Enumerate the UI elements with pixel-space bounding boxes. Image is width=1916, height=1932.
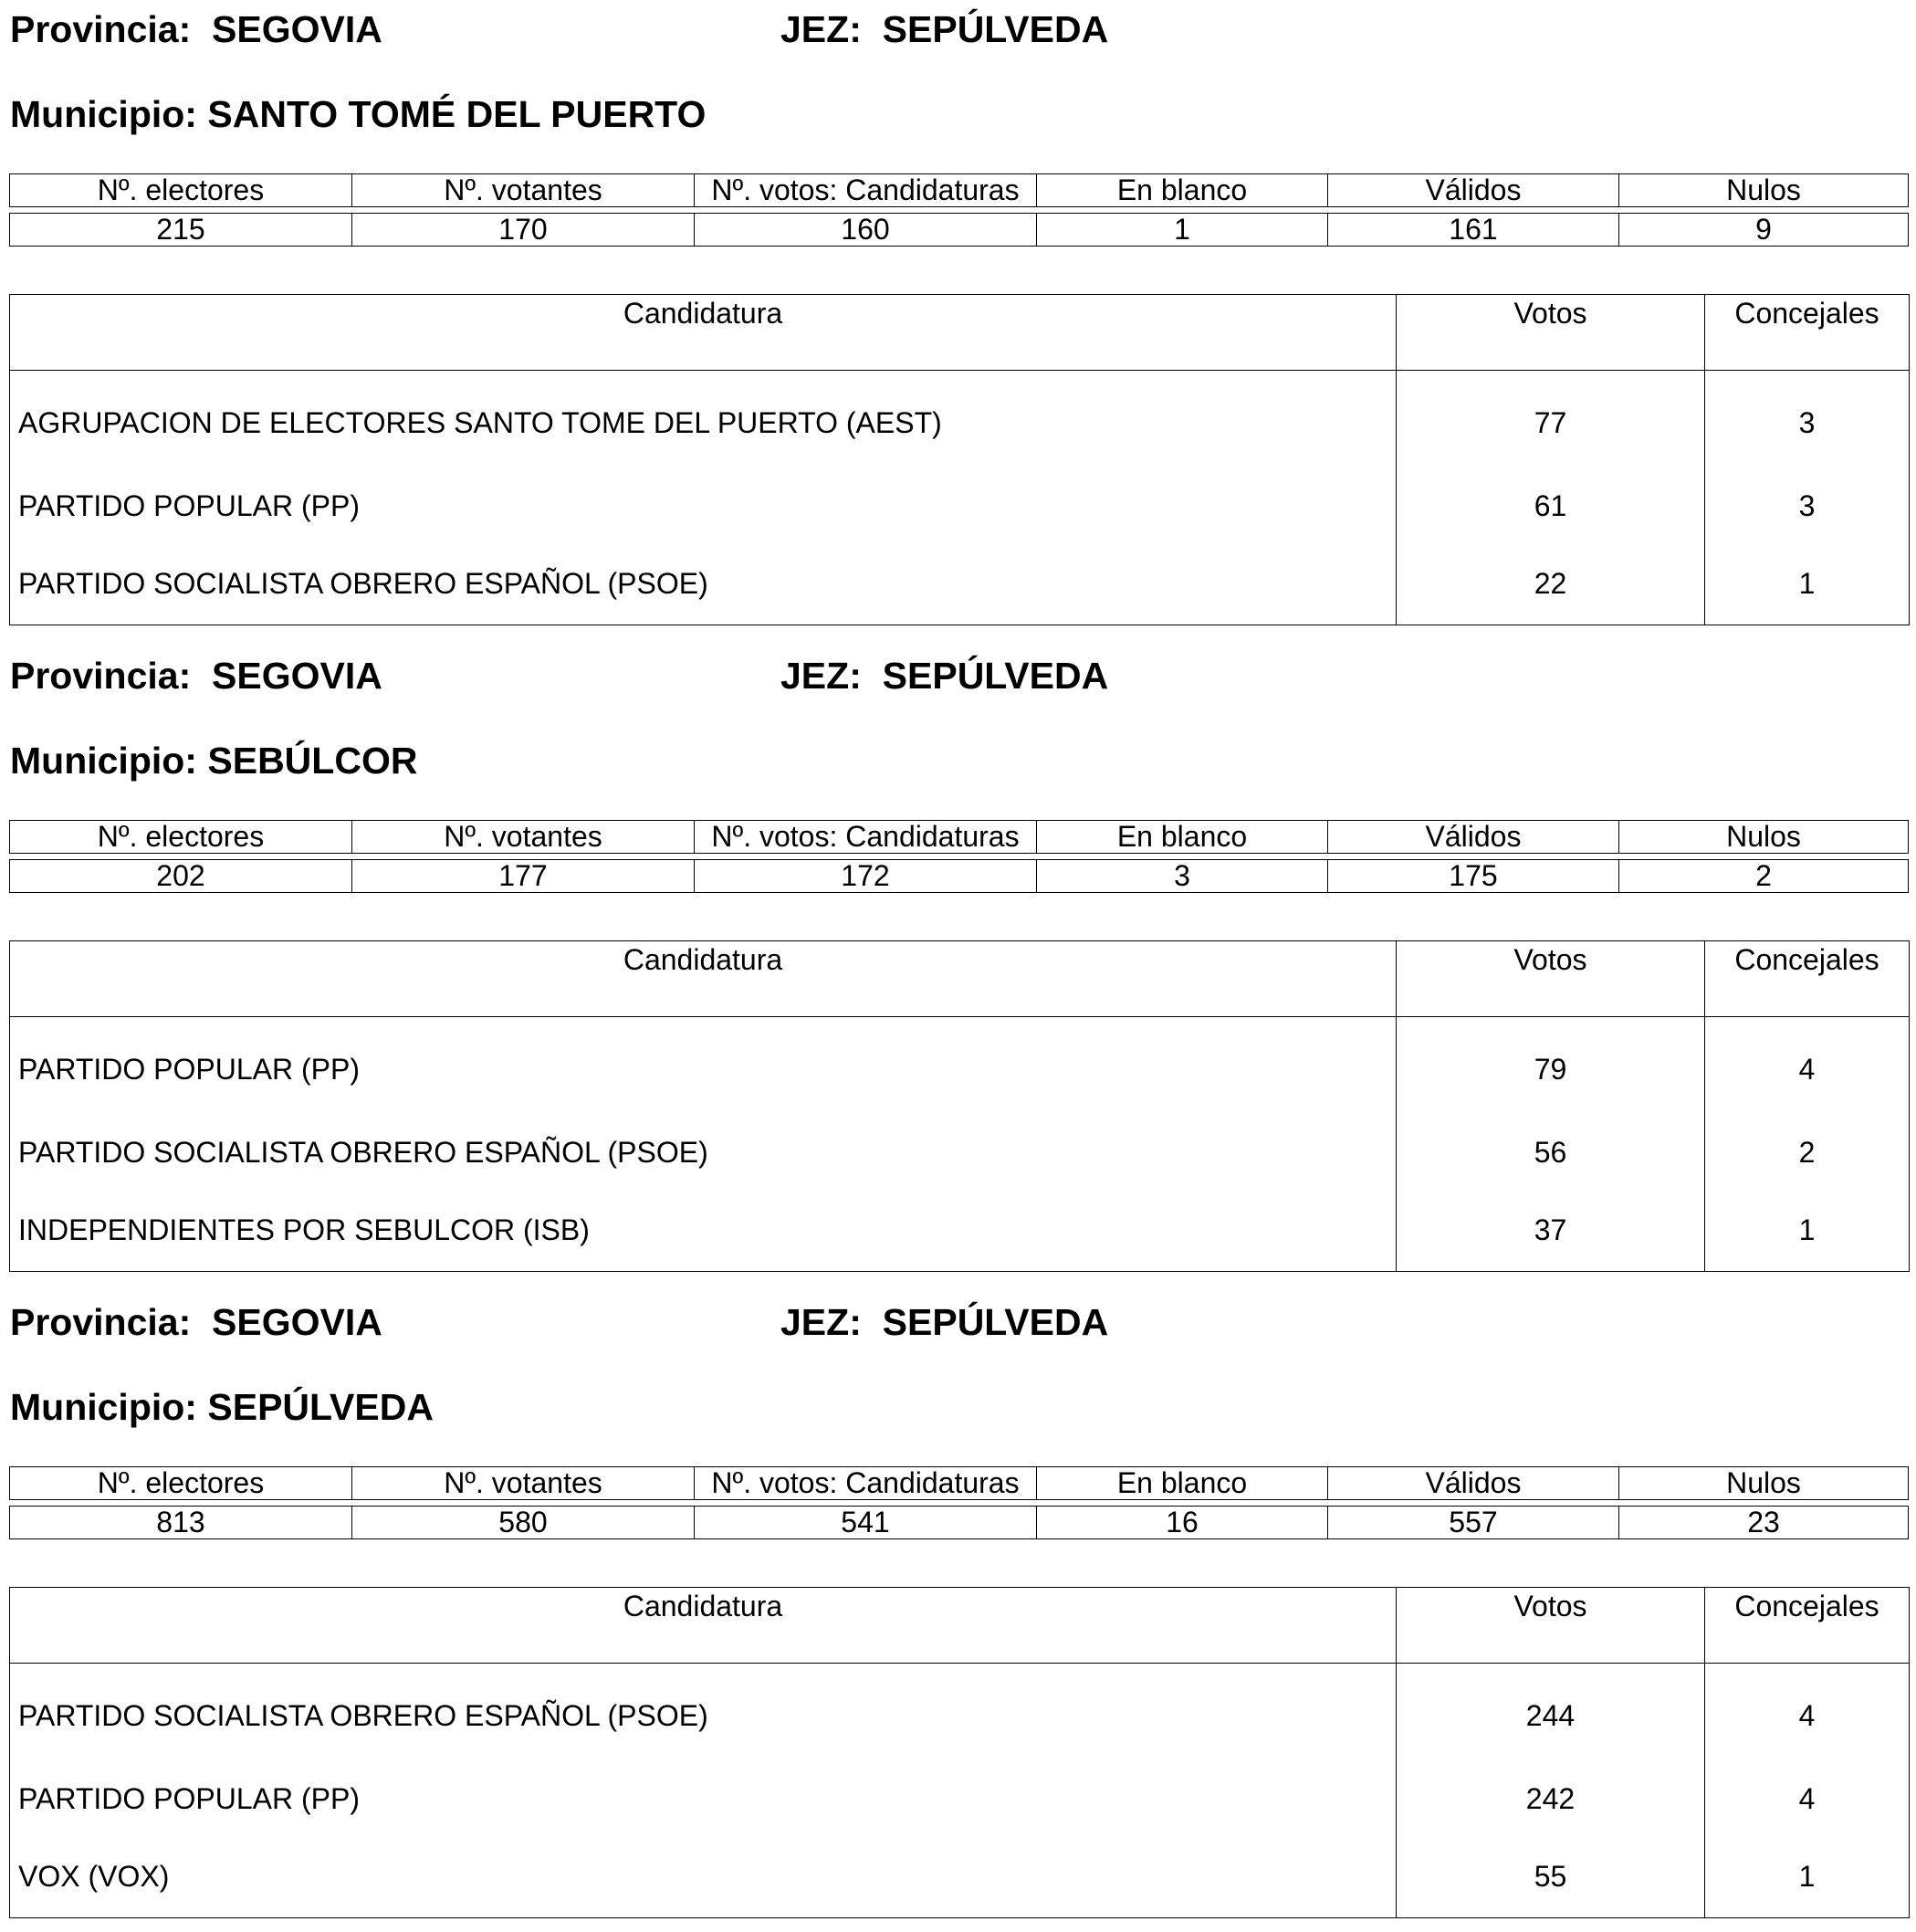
candidaturas-table — [9, 940, 1910, 1272]
concejales-value: 1 — [1705, 1838, 1910, 1918]
concejales-value: 4 — [1705, 1759, 1910, 1838]
candidatura-name: PARTIDO POPULAR (PP) — [18, 1782, 360, 1815]
stats-header-cell: Nulos — [1618, 173, 1909, 207]
jez-heading — [780, 655, 1108, 697]
jez-label: JEZ: — [780, 8, 862, 50]
stats-header-cell: En blanco — [1036, 173, 1327, 207]
provincia-label: Provincia: — [10, 1301, 192, 1343]
candidaturas-header-row — [10, 295, 1910, 371]
municipio-heading — [10, 93, 706, 135]
votos-value: 242 — [1397, 1759, 1705, 1838]
stats-value-votos-candidaturas: 172 — [694, 859, 1036, 893]
table-row — [10, 1113, 1910, 1192]
provincia-value: SEGOVIA — [212, 8, 382, 50]
municipality-section — [0, 1293, 1916, 1932]
stats-value-votos-candidaturas: 160 — [694, 213, 1036, 247]
provincia-value: SEGOVIA — [212, 655, 382, 697]
provincia-label: Provincia: — [10, 8, 192, 50]
stats-header-row — [9, 1466, 1909, 1500]
candidaturas-table — [9, 1587, 1910, 1918]
candidatura-name: AGRUPACION DE ELECTORES SANTO TOME DEL PUERTO (AEST) — [18, 405, 942, 439]
stats-header-row — [9, 173, 1909, 207]
table-row — [10, 1838, 1910, 1918]
stats-value-votantes: 177 — [351, 859, 694, 893]
municipality-section — [0, 0, 1916, 639]
table-row — [10, 545, 1910, 625]
concejales-value: 4 — [1705, 1664, 1910, 1760]
municipio-value: SANTO TOMÉ DEL PUERTO — [207, 93, 707, 135]
concejales-header: Concejales — [1705, 1588, 1910, 1664]
votos-value: 37 — [1397, 1192, 1705, 1272]
candidatura-header: Candidatura — [10, 1588, 1397, 1664]
concejales-header: Concejales — [1705, 941, 1910, 1017]
stats-value-validos: 161 — [1327, 213, 1618, 247]
stats-value-nulos: 2 — [1618, 859, 1909, 893]
candidatura-name: PARTIDO SOCIALISTA OBRERO ESPAÑOL (PSOE) — [18, 1136, 708, 1169]
concejales-value: 3 — [1705, 371, 1910, 467]
votos-value: 55 — [1397, 1838, 1705, 1918]
stats-header-cell: Nº. votantes — [351, 820, 694, 854]
stats-value-votantes: 580 — [351, 1506, 694, 1539]
stats-value-en-blanco: 16 — [1036, 1506, 1327, 1539]
stats-value-en-blanco: 3 — [1036, 859, 1327, 893]
table-row — [10, 1664, 1910, 1760]
concejales-header: Concejales — [1705, 295, 1910, 371]
candidatura-name: PARTIDO SOCIALISTA OBRERO ESPAÑOL (PSOE) — [18, 1698, 708, 1732]
stats-table — [9, 1461, 1909, 1545]
stats-header-cell: Nº. votantes — [351, 1466, 694, 1500]
stats-header-cell: Nº. electores — [9, 1466, 351, 1500]
votos-value: 244 — [1397, 1664, 1705, 1760]
candidatura-name: VOX (VOX) — [18, 1859, 170, 1893]
concejales-value: 1 — [1705, 1192, 1910, 1272]
stats-value-electores: 813 — [9, 1506, 351, 1539]
candidaturas-header-row — [10, 1588, 1910, 1664]
table-row — [10, 1017, 1910, 1114]
jez-value: SEPÚLVEDA — [882, 1301, 1109, 1343]
stats-header-cell: Nº. votos: Candidaturas — [694, 1466, 1036, 1500]
stats-header-cell: Nulos — [1618, 820, 1909, 854]
candidaturas-header-row — [10, 941, 1910, 1017]
municipio-value: SEBÚLCOR — [207, 740, 418, 782]
jez-label: JEZ: — [780, 1301, 862, 1343]
stats-header-cell: Nº. electores — [9, 820, 351, 854]
stats-header-cell: Válidos — [1327, 173, 1618, 207]
provincia-heading — [10, 655, 382, 697]
stats-value-en-blanco: 1 — [1036, 213, 1327, 247]
stats-header-cell: Nº. votos: Candidaturas — [694, 820, 1036, 854]
candidatura-name: PARTIDO SOCIALISTA OBRERO ESPAÑOL (PSOE) — [18, 566, 708, 600]
table-row — [10, 467, 1910, 545]
concejales-value: 3 — [1705, 467, 1910, 545]
municipality-section — [0, 646, 1916, 1286]
concejales-value: 4 — [1705, 1017, 1910, 1114]
provincia-heading — [10, 8, 382, 50]
stats-header-cell: Nulos — [1618, 1466, 1909, 1500]
stats-value-electores: 202 — [9, 859, 351, 893]
jez-value: SEPÚLVEDA — [882, 8, 1109, 50]
provincia-label: Provincia: — [10, 655, 192, 697]
provincia-heading — [10, 1301, 382, 1343]
stats-table — [9, 168, 1909, 252]
stats-value-validos: 175 — [1327, 859, 1618, 893]
stats-value-nulos: 9 — [1618, 213, 1909, 247]
stats-value-row — [9, 1506, 1909, 1539]
stats-value-row — [9, 859, 1909, 893]
candidaturas-table — [9, 294, 1910, 625]
jez-value: SEPÚLVEDA — [882, 655, 1109, 697]
votos-header: Votos — [1397, 1588, 1705, 1664]
candidatura-header: Candidatura — [10, 295, 1397, 371]
table-row — [10, 371, 1910, 467]
table-row — [10, 1192, 1910, 1272]
provincia-value: SEGOVIA — [212, 1301, 382, 1343]
municipio-label: Municipio: — [10, 93, 197, 135]
stats-header-cell: Válidos — [1327, 820, 1618, 854]
stats-value-nulos: 23 — [1618, 1506, 1909, 1539]
candidatura-name: PARTIDO POPULAR (PP) — [18, 1052, 360, 1086]
jez-heading — [780, 1301, 1108, 1343]
stats-header-cell: Válidos — [1327, 1466, 1618, 1500]
votos-value: 79 — [1397, 1017, 1705, 1114]
stats-header-cell: Nº. votantes — [351, 173, 694, 207]
jez-heading — [780, 8, 1108, 50]
municipio-label: Municipio: — [10, 740, 197, 782]
stats-value-validos: 557 — [1327, 1506, 1618, 1539]
candidatura-header: Candidatura — [10, 941, 1397, 1017]
municipio-label: Municipio: — [10, 1386, 197, 1428]
stats-value-row — [9, 213, 1909, 247]
votos-value: 61 — [1397, 467, 1705, 545]
stats-header-cell: Nº. electores — [9, 173, 351, 207]
votos-value: 56 — [1397, 1113, 1705, 1192]
jez-label: JEZ: — [780, 655, 862, 697]
stats-value-votantes: 170 — [351, 213, 694, 247]
stats-header-cell: En blanco — [1036, 1466, 1327, 1500]
stats-header-cell: En blanco — [1036, 820, 1327, 854]
stats-table — [9, 814, 1909, 898]
candidatura-name: PARTIDO POPULAR (PP) — [18, 489, 360, 522]
stats-header-cell: Nº. votos: Candidaturas — [694, 173, 1036, 207]
stats-value-electores: 215 — [9, 213, 351, 247]
votos-value: 77 — [1397, 371, 1705, 467]
municipio-heading — [10, 1386, 434, 1428]
concejales-value: 1 — [1705, 545, 1910, 625]
stats-header-row — [9, 820, 1909, 854]
votos-value: 22 — [1397, 545, 1705, 625]
municipio-heading — [10, 740, 417, 782]
stats-value-votos-candidaturas: 541 — [694, 1506, 1036, 1539]
votos-header: Votos — [1397, 941, 1705, 1017]
table-row — [10, 1759, 1910, 1838]
candidatura-name: INDEPENDIENTES POR SEBULCOR (ISB) — [18, 1213, 590, 1246]
concejales-value: 2 — [1705, 1113, 1910, 1192]
municipio-value: SEPÚLVEDA — [207, 1386, 434, 1428]
votos-header: Votos — [1397, 295, 1705, 371]
